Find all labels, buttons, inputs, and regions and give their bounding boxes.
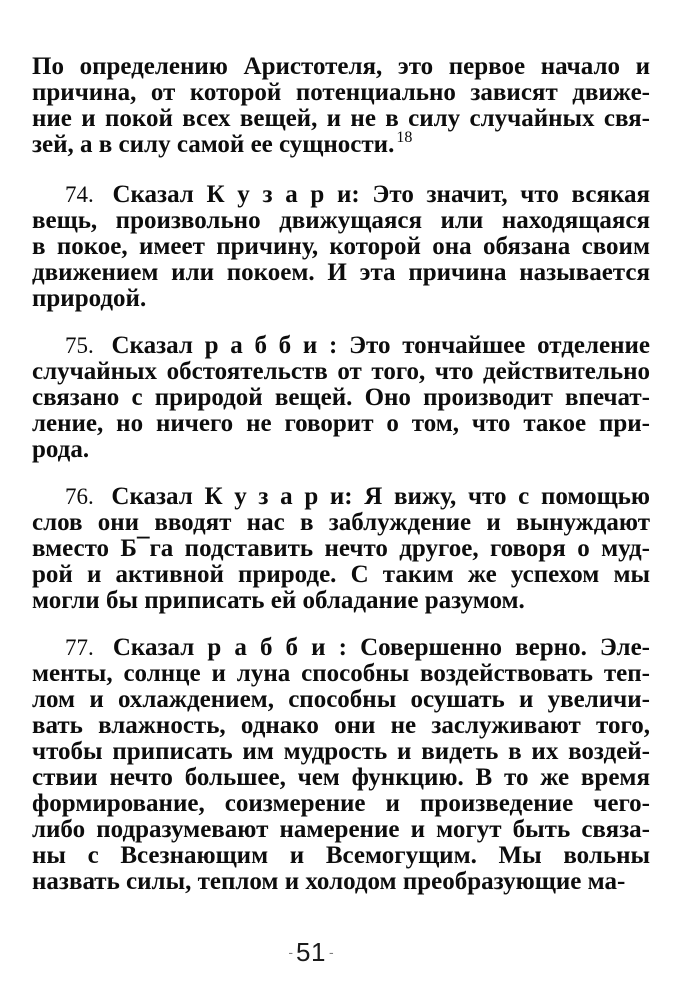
footnote-reference: 18 [396, 129, 413, 146]
paragraph-76 [32, 484, 650, 614]
paragraph-74 [32, 182, 650, 312]
paragraph-line [32, 129, 650, 161]
paragraph-line: либо подразумевают намерение и могут быть связа- [32, 816, 650, 843]
paragraph-line: причина, от которой потенциально зависят движе- [32, 79, 650, 106]
footer-dash-right: - [328, 944, 334, 960]
paragraph-line: лом и охлаждением, способны осушать и увеличи- [32, 686, 650, 713]
paragraph-line: могли бы приписать ей обладание разумом. [32, 587, 525, 614]
page-text [32, 54, 650, 895]
paragraph-line: ние и покой всех вещей, и не в силу случайных свя- [32, 105, 650, 132]
paragraph-first-line-text: Сказал К у з а р и: Я вижу, что с помощью [111, 483, 651, 510]
paragraph-line: движением или покоем. И эта причина называется [32, 259, 650, 286]
paragraph-continuation [32, 54, 650, 161]
paragraph-77 [32, 635, 650, 895]
paragraph-75 [32, 333, 650, 463]
paragraph-first-line-text: Сказал К у з а р и: Это значит, что всякая [112, 181, 651, 208]
paragraph-line: ление, но ничего не говорит о том, что такое при- [32, 410, 650, 437]
paragraph-first-line-text: Сказал р а б б и : Это тончайшее отделение [111, 332, 650, 359]
paragraph-line: связано с природой вещей. Оно производит впечат- [32, 384, 650, 411]
paragraph-line: рой и активной природе. С таким же успехом мы [32, 561, 650, 588]
page-footer [0, 937, 622, 968]
paragraph-line: в покое, имеет причину, которой она обязана своим [32, 233, 650, 260]
paragraph-line [32, 635, 650, 661]
paragraph-line [32, 484, 650, 510]
paragraph-line: По определению Аристотеля, это первое начало и [32, 53, 650, 80]
paragraph-number: 75. [65, 333, 94, 358]
paragraph-number: 74. [65, 182, 94, 207]
paragraph-first-line-text: Сказал р а б б и : Совершенно верно. Эле- [112, 634, 650, 661]
paragraph-line [32, 333, 650, 359]
paragraph-line: вместо Б¯га подставить нечто другое, говоря о муд- [32, 535, 650, 562]
paragraph-line: чтобы приписать им мудрость и видеть в их воздей- [32, 738, 650, 765]
paragraph-line: слов они вводят нас в заблуждение и вынуждают [32, 509, 650, 536]
page-number: 51 [296, 937, 326, 967]
paragraph-line: случайных обстоятельств от того, что действительно [32, 358, 650, 385]
paragraph-number: 77. [65, 635, 94, 660]
paragraph-line: природой. [32, 285, 147, 312]
paragraph-number: 76. [65, 484, 94, 509]
paragraph-line-text: зей, а в силу самой ее сущности. [32, 131, 395, 158]
paragraph-line: формирование, соизмерение и произведение чего- [32, 790, 650, 817]
paragraph-line [32, 182, 650, 208]
paragraph-line: вещь, произвольно движущаяся или находящаяся [32, 207, 650, 234]
paragraph-line: ствии нечто большее, чем функцию. В то же время [32, 764, 650, 791]
paragraph-line: менты, солнце и луна способны воздействовать теп- [32, 660, 650, 687]
paragraph-line: назвать силы, теплом и холодом преобразующие ма- [32, 868, 626, 895]
paragraph-line: вать влажность, однако они не заслуживают того, [32, 712, 650, 739]
paragraph-line: рода. [32, 436, 90, 463]
paragraph-line: ны с Всезнающим и Всемогущим. Мы вольны [32, 842, 650, 869]
footer-dash-left: - [288, 944, 294, 960]
